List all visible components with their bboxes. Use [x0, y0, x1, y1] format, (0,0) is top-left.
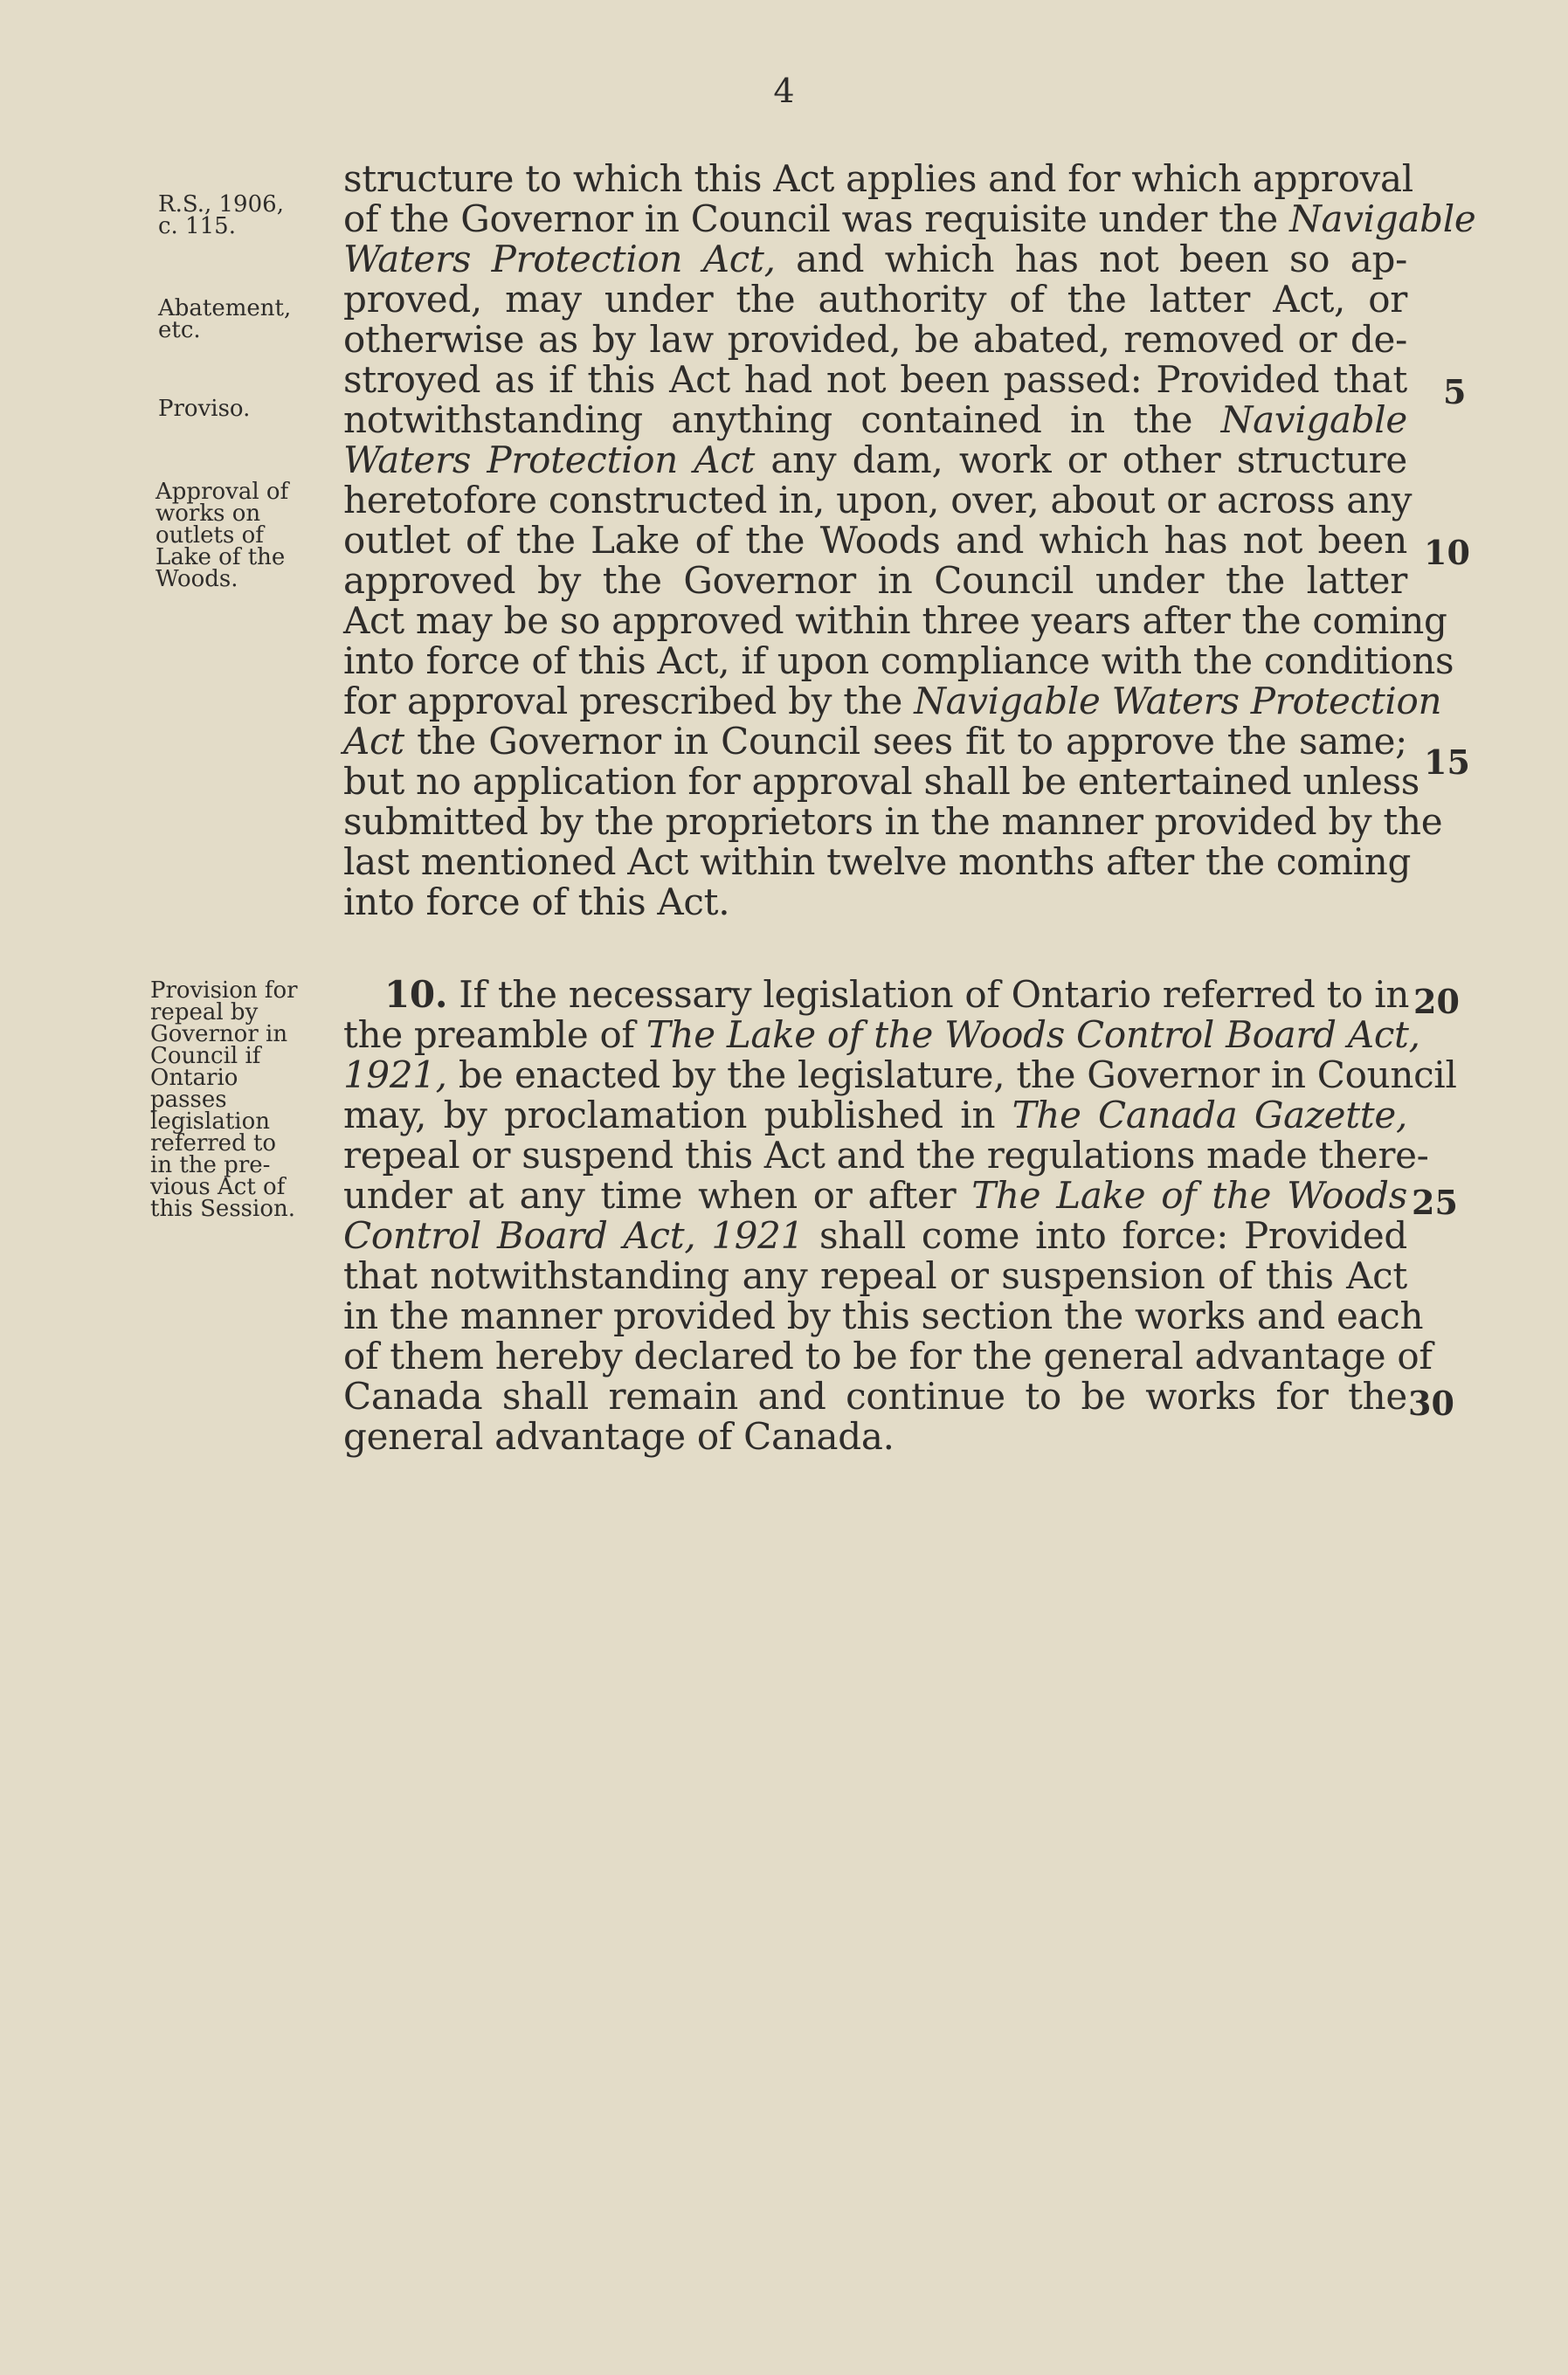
italic-span: 1921,	[343, 1053, 447, 1096]
margin-note-line: R.S., 1906,	[158, 191, 284, 217]
text-line: approved by the Governor in Council under the latter	[343, 559, 1407, 602]
text-line: repeal or suspend this Act and the regulations made there-	[343, 1134, 1429, 1177]
margin-note-line: in the pre-	[150, 1152, 271, 1178]
text-span: any dam, work or other structure	[770, 438, 1407, 481]
text-line: Act may be so approved within three years after the coming	[343, 599, 1447, 642]
text-line: of them hereby declared to be for the general advantage of	[343, 1335, 1433, 1377]
text-span: shall come into force: Provided	[819, 1214, 1407, 1257]
italic-span: Waters Protection Act	[343, 438, 756, 481]
text-line: stroyed as if this Act had not been passed: Provided that	[343, 358, 1407, 401]
margin-note-line: etc.	[158, 317, 201, 343]
text-line	[343, 1216, 1407, 1256]
margin-note-line: Lake of the	[155, 544, 286, 570]
text-line	[343, 1176, 1407, 1216]
margin-note-proviso	[158, 398, 333, 420]
italic-span: The Lake of the Woods Control Board Act,	[646, 1013, 1420, 1056]
line-number: 10	[1424, 533, 1470, 572]
italic-span: Navigable Waters Protection	[914, 680, 1442, 722]
text-span: for approval prescribed by the	[343, 680, 903, 722]
text-span: the preamble of	[343, 1013, 635, 1056]
margin-note-line: Provision for	[150, 977, 298, 1004]
margin-note-line: vious Act of	[150, 1174, 286, 1200]
text-line: general advantage of Canada.	[343, 1415, 895, 1458]
margin-note-abatement	[158, 295, 333, 343]
page-number: 4	[773, 72, 795, 110]
text-line: into force of this Act, if upon compliance with the conditions	[343, 639, 1454, 682]
margin-note-line: Abatement,	[158, 295, 292, 321]
text-span: of the Governor in Council was requisite under the	[343, 197, 1278, 240]
text-line	[343, 680, 1442, 722]
text-line: Canada shall remain and continue to be works for the	[343, 1375, 1407, 1418]
margin-note-line: c. 115.	[158, 213, 236, 239]
text-line: that notwithstanding any repeal or suspension of this Act	[343, 1254, 1407, 1297]
margin-note-line: works on	[155, 501, 261, 527]
text-line: structure to which this Act applies and for which approval	[343, 157, 1413, 200]
text-line	[343, 239, 1407, 280]
text-line: otherwise as by law provided, be abated, removed or de-	[343, 318, 1407, 361]
text-line	[343, 1053, 1457, 1096]
line-number: 20	[1413, 982, 1460, 1021]
text-span: If the necessary legislation of Ontario referred to in	[459, 973, 1410, 1016]
margin-note-line: passes	[150, 1087, 227, 1113]
italic-span: Control Board Act, 1921	[343, 1214, 805, 1257]
margin-note-line: outlets of	[155, 522, 264, 549]
italic-span: The Canada Gazette,	[1012, 1094, 1407, 1136]
line-number: 30	[1408, 1384, 1454, 1423]
text-line: proved, may under the authority of the latter Act, or	[343, 278, 1407, 321]
margin-note-line: Approval of	[155, 479, 289, 505]
margin-note-line: legislation	[150, 1108, 270, 1135]
text-line	[343, 721, 1407, 762]
italic-span: Navigable	[1289, 197, 1476, 240]
text-span: may, by proclamation published in	[343, 1094, 996, 1136]
line-number: 5	[1443, 372, 1467, 411]
text-line: in the manner provided by this section the works and each	[343, 1295, 1424, 1337]
text-line: last mentioned Act within twelve months after the coming	[343, 840, 1412, 883]
text-line	[384, 973, 1410, 1016]
text-line: outlet of the Lake of the Woods and which has not been	[343, 519, 1407, 562]
text-line	[343, 400, 1407, 440]
text-line	[343, 197, 1476, 240]
text-span: the Governor in Council sees fit to approve the same;	[417, 720, 1407, 763]
margin-note-line: repeal by	[150, 999, 259, 1025]
text-line: heretofore constructed in, upon, over, about or across any	[343, 479, 1413, 521]
margin-note-rs	[158, 191, 333, 239]
margin-note-line: Woods.	[155, 566, 238, 592]
margin-note-line: Governor in	[150, 1021, 288, 1047]
italic-span: The Lake of the Woods	[971, 1174, 1407, 1217]
text-span: be enacted by the legislature, the Governor in Council	[458, 1053, 1457, 1096]
text-line	[343, 440, 1407, 480]
margin-note-provision	[150, 977, 325, 1222]
text-line	[343, 1013, 1420, 1056]
text-span: under at any time when or after	[343, 1174, 957, 1217]
italic-span: Navigable	[1220, 398, 1407, 441]
italic-span: Act	[343, 720, 404, 763]
margin-note-line: Ontario	[150, 1065, 238, 1091]
margin-note-line: Council if	[150, 1043, 261, 1069]
text-span: and which has not been so ap-	[796, 238, 1407, 280]
italic-span: Waters Protection Act,	[343, 238, 776, 280]
line-number: 15	[1424, 742, 1470, 782]
margin-note-line: this Session.	[150, 1196, 295, 1222]
text-span: notwithstanding anything contained in the	[343, 398, 1193, 441]
margin-note-approval	[155, 481, 330, 590]
text-line: into force of this Act.	[343, 880, 730, 923]
line-number: 25	[1412, 1183, 1458, 1222]
text-line: but no application for approval shall be entertained unless	[343, 760, 1420, 803]
text-line: submitted by the proprietors in the manner provided by the	[343, 800, 1443, 843]
margin-note-line: referred to	[150, 1130, 277, 1156]
margin-note-line: Proviso.	[158, 396, 251, 422]
text-line	[343, 1095, 1407, 1136]
section-number: 10.	[384, 973, 448, 1016]
